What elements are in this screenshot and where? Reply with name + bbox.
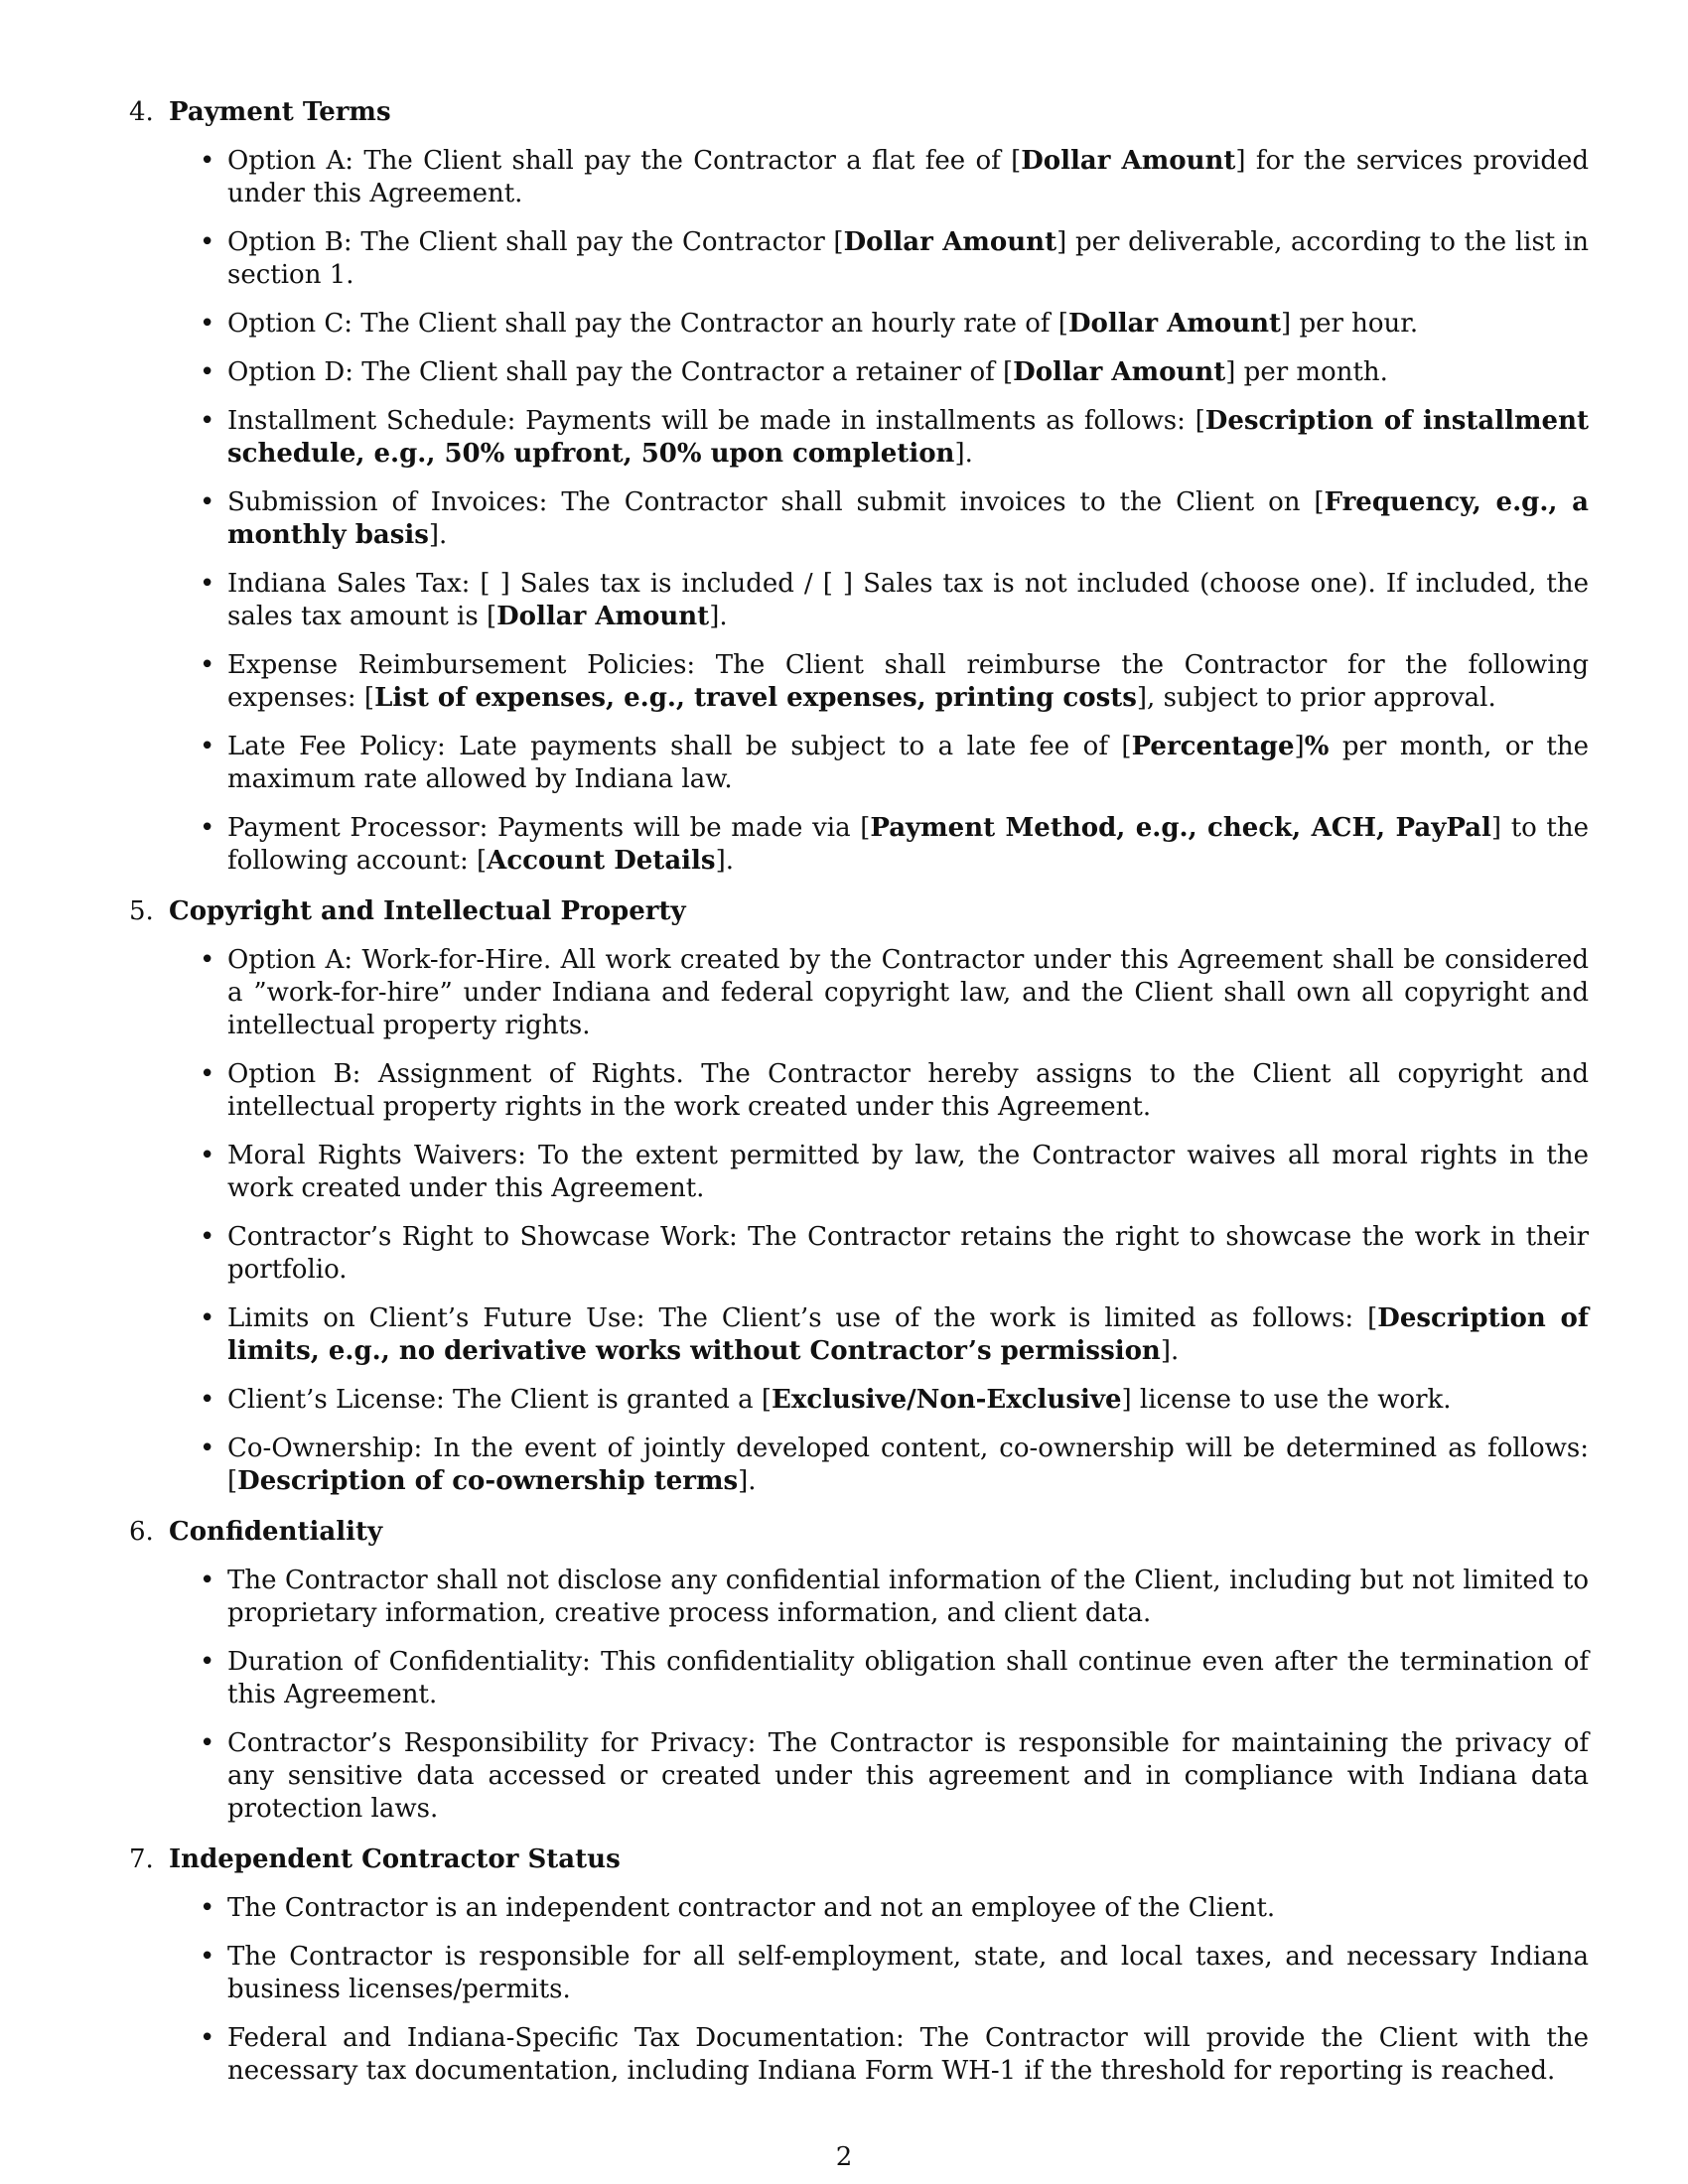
item-text: Moral Rights Waivers: To the extent permitted by law, the Contractor waives all moral rights in the work created under this Agreement. <box>227 1141 1589 1203</box>
bullet-icon: • <box>200 1728 215 1758</box>
bullet-icon: • <box>200 945 215 975</box>
list-item <box>200 2022 1589 2088</box>
item-text: ]. <box>738 1466 757 1496</box>
section-heading <box>129 895 1589 928</box>
bullet-icon: • <box>200 1942 215 1972</box>
placeholder-field: Dollar Amount <box>843 227 1057 257</box>
bullet-icon: • <box>200 227 215 257</box>
item-text: Option C: The Client shall pay the Contractor an hourly rate of [ <box>227 309 1068 339</box>
placeholder-field: Exclusive/Non-Exclusive <box>772 1385 1122 1415</box>
bullet-icon: • <box>200 1059 215 1089</box>
section-title: Payment Terms <box>169 97 391 127</box>
list-item <box>200 1646 1589 1711</box>
list-item <box>200 944 1589 1042</box>
placeholder-field: Description of limits, e.g., no derivative works without Contractor’s permission <box>227 1303 1589 1366</box>
item-text: ] <box>1294 732 1305 761</box>
section-title: Independent Contractor Status <box>169 1844 621 1874</box>
placeholder-field: Description of co-ownership terms <box>237 1466 739 1496</box>
section-heading <box>129 96 1589 129</box>
item-text: Expense Reimbursement Policies: The Client shall reimburse the Contractor for the following expenses: [ <box>227 650 1589 713</box>
placeholder-field: Frequency, e.g., a monthly basis <box>227 487 1589 550</box>
section-number: 4. <box>129 97 154 127</box>
item-text: Option B: Assignment of Rights. The Contractor hereby assigns to the Client all copyright and intellectual property rights in the work created under this Agreement. <box>227 1059 1589 1122</box>
list-item <box>200 145 1590 210</box>
placeholder-field: Account Details <box>487 846 716 876</box>
section-heading <box>129 1843 1589 1876</box>
section-title: Copyright and Intellectual Property <box>169 896 686 926</box>
section <box>129 1843 1589 2088</box>
section-number: 6. <box>129 1517 154 1547</box>
item-text: The Contractor is responsible for all self-employment, state, and local taxes, and necessary Indiana business licenses/permits. <box>227 1942 1589 2004</box>
bullet-icon: • <box>200 357 215 387</box>
list-item <box>200 649 1589 715</box>
placeholder-field: Dollar Amount <box>1013 357 1226 387</box>
item-text: per month, or the maximum rate allowed by Indiana law. <box>227 732 1589 794</box>
item-text: Installment Schedule: Payments will be made in installments as follows: [ <box>227 406 1205 436</box>
item-text: Option A: The Client shall pay the Contractor a flat fee of [ <box>227 146 1022 176</box>
item-text: ] per hour. <box>1281 309 1419 339</box>
list-item <box>200 1941 1589 2006</box>
item-text: ]. <box>715 846 734 876</box>
item-text: Option D: The Client shall pay the Contractor a retainer of [ <box>227 357 1014 387</box>
bullet-icon: • <box>200 1433 215 1463</box>
bullet-icon: • <box>200 1303 215 1333</box>
item-text: ] to the following account: [ <box>227 813 1589 876</box>
placeholder-field: Description of installment schedule, e.g., 50% upfront, 50% upon completion <box>227 406 1589 469</box>
list-item <box>200 1140 1589 1205</box>
placeholder-field: List of expenses, e.g., travel expenses, printing costs <box>374 683 1137 713</box>
bullet-icon: • <box>200 2023 215 2053</box>
section-title: Confidentiality <box>169 1517 383 1547</box>
item-text: Client’s License: The Client is granted a [ <box>227 1385 773 1415</box>
list-item <box>200 731 1589 796</box>
item-text: Indiana Sales Tax: [ ] Sales tax is included / [ ] Sales tax is not included (choose one). If included, the sales tax amount is [ <box>227 569 1589 631</box>
placeholder-field: Dollar Amount <box>1067 309 1282 339</box>
item-text: Limits on Client’s Future Use: The Client’s use of the work is limited as follows: [ <box>227 1303 1378 1333</box>
section <box>129 895 1589 1498</box>
bullet-icon: • <box>200 146 215 176</box>
section-number: 5. <box>129 896 154 926</box>
item-text: ], subject to prior approval. <box>1136 683 1496 713</box>
bullet-icon: • <box>200 813 215 843</box>
bullet-icon: • <box>200 1385 215 1415</box>
list-item <box>200 812 1589 878</box>
list-item <box>200 308 1589 341</box>
item-text: The Contractor shall not disclose any confidential information of the Client, including but not limited to proprietary information, creative process information, and client data. <box>227 1566 1589 1628</box>
list-item <box>200 1384 1589 1417</box>
item-text: Submission of Invoices: The Contractor shall submit invoices to the Client on [ <box>227 487 1325 517</box>
item-text: Late Fee Policy: Late payments shall be subject to a late fee of [ <box>227 732 1132 761</box>
item-text: ]. <box>709 602 728 631</box>
list-item <box>200 1565 1589 1630</box>
placeholder-field: Dollar Amount <box>496 602 710 631</box>
item-text: ] license to use the work. <box>1121 1385 1452 1415</box>
bullet-icon: • <box>200 1566 215 1595</box>
list-item <box>200 486 1589 552</box>
bullet-icon: • <box>200 732 215 761</box>
bullet-icon: • <box>200 309 215 339</box>
bullet-list <box>200 1565 1589 1826</box>
bullet-icon: • <box>200 1647 215 1677</box>
list-item <box>200 356 1589 389</box>
section <box>129 1516 1589 1826</box>
section <box>129 96 1589 878</box>
placeholder-field: % <box>1304 732 1330 761</box>
item-text: ] for the services provided under this Agreement. <box>227 146 1590 208</box>
item-text: Option B: The Client shall pay the Contractor [ <box>227 227 844 257</box>
item-text: ]. <box>954 439 973 469</box>
section-list <box>129 96 1589 2106</box>
list-item <box>200 1221 1589 1287</box>
section-heading <box>129 1516 1589 1549</box>
item-text: ]. <box>428 520 448 550</box>
list-item <box>200 1058 1589 1124</box>
item-text: Contractor’s Right to Showcase Work: The Contractor retains the right to showcase the work in their portfolio. <box>227 1222 1589 1285</box>
bullet-icon: • <box>200 406 215 436</box>
item-text: Option A: Work-for-Hire. All work created by the Contractor under this Agreement shall be considered a ”work-for-hire” under Indiana and federal copyright law, and the Client shall own all copyright and intellectual property rights. <box>227 945 1589 1040</box>
list-item <box>200 405 1589 471</box>
bullet-icon: • <box>200 1222 215 1252</box>
item-text: Payment Processor: Payments will be made via [ <box>227 813 871 843</box>
bullet-icon: • <box>200 569 215 599</box>
bullet-icon: • <box>200 487 215 517</box>
bullet-list <box>200 1892 1589 2088</box>
item-text: ] per deliverable, according to the list in section 1. <box>227 227 1589 290</box>
item-text: Contractor’s Responsibility for Privacy: The Contractor is responsible for maintaining the privacy of any sensitive data accessed or created under this agreement and in compliance with Indiana data protection laws. <box>227 1728 1589 1824</box>
item-text: Federal and Indiana-Specific Tax Documentation: The Contractor will provide the Client with the necessary tax documentation, including Indiana Form WH-1 if the threshold for reporting is reached. <box>227 2023 1589 2086</box>
placeholder-field: Percentage <box>1131 732 1295 761</box>
item-text: ]. <box>1160 1336 1180 1366</box>
list-item <box>200 1433 1589 1498</box>
placeholder-field: Dollar Amount <box>1021 146 1236 176</box>
section-number: 7. <box>129 1844 154 1874</box>
item-text: Duration of Confidentiality: This confidentiality obligation shall continue even after the termination of this Agreement. <box>227 1647 1589 1709</box>
list-item <box>200 1892 1589 1925</box>
bullet-list <box>200 944 1589 1498</box>
page-number: 2 <box>835 2142 853 2172</box>
list-item <box>200 1302 1589 1368</box>
list-item <box>200 1727 1589 1826</box>
item-text: Co-Ownership: In the event of jointly developed content, co-ownership will be determined as follows: [ <box>227 1433 1589 1496</box>
list-item <box>200 226 1589 292</box>
item-text: The Contractor is an independent contractor and not an employee of the Client. <box>227 1893 1276 1923</box>
placeholder-field: Payment Method, e.g., check, ACH, PayPal <box>870 813 1491 843</box>
bullet-list <box>200 145 1590 878</box>
bullet-icon: • <box>200 1893 215 1923</box>
bullet-icon: • <box>200 650 215 680</box>
item-text: ] per month. <box>1225 357 1388 387</box>
bullet-icon: • <box>200 1141 215 1170</box>
list-item <box>200 568 1589 633</box>
